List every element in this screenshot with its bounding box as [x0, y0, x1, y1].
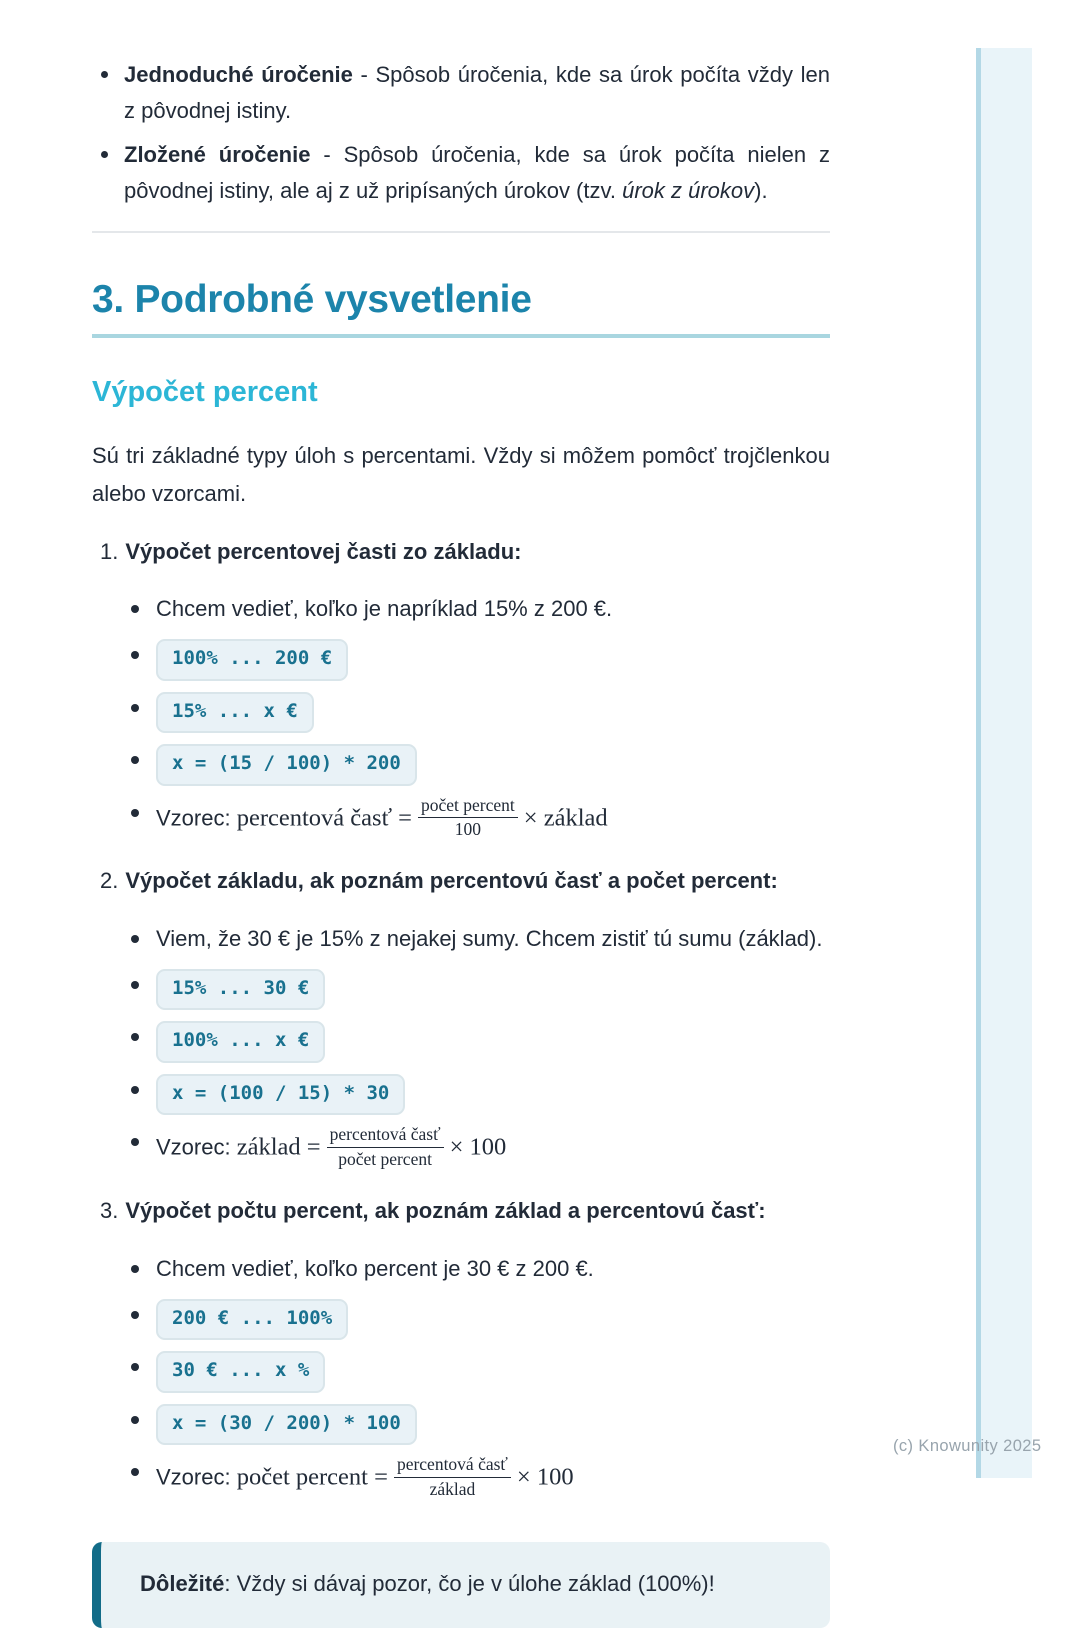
formula-lhs: počet percent =	[236, 1463, 388, 1491]
code-snippet: 15% ... x €	[156, 692, 314, 734]
term-italic: úrok z úrokov	[622, 177, 755, 203]
code-snippet: 100% ... 200 €	[156, 639, 348, 681]
numbered-section-2	[92, 867, 830, 1172]
formula-lhs: percentová časť =	[236, 804, 412, 832]
section-bullets	[131, 593, 830, 842]
section-number: 2.	[100, 868, 119, 894]
fraction-numerator: percentová časť	[394, 1454, 511, 1477]
callout-bold: Dôležité	[140, 1570, 225, 1596]
section-title-text: Výpočet percentovej časti zo základu:	[125, 538, 522, 564]
document-page	[92, 0, 830, 1628]
code-bullet	[131, 692, 830, 734]
fraction-numerator: počet percent	[418, 795, 518, 818]
lead-text: Chcem vedieť, koľko percent je 30 € z 200 €.	[156, 1255, 594, 1281]
list-item-compound-interest	[92, 137, 830, 208]
formula-bullet	[131, 1456, 830, 1502]
section-title-text: Výpočet počtu percent, ak poznám základ a percentovú časť:	[125, 1198, 766, 1224]
lead-bullet	[131, 593, 830, 625]
code-bullet	[131, 1351, 830, 1393]
section-number: 1.	[100, 538, 119, 564]
intro-paragraph: Sú tri základné typy úloh s percentami. Vždy si môžem pomôcť trojčlenkou alebo vzorcami.	[92, 442, 830, 506]
formula-bullet	[131, 1126, 830, 1172]
numbered-section-1	[92, 538, 830, 843]
code-bullet	[131, 1404, 830, 1446]
term-definition: - Spôsob úročenia, kde sa úrok počíta vždy len z pôvodnej istiny.	[124, 62, 831, 123]
term-definition: - Spôsob úročenia, kde sa úrok počíta nielen z pôvodnej istiny, ale aj z už pripísaných úrokov (tzv.	[124, 142, 830, 203]
term-bold: Jednoduché úročenie	[124, 62, 353, 87]
code-bullet	[131, 1299, 830, 1341]
code-snippet: 100% ... x €	[156, 1021, 325, 1063]
code-bullet	[131, 744, 830, 786]
code-bullet	[131, 1074, 830, 1116]
code-snippet: 30 € ... x %	[156, 1351, 325, 1393]
watermark: (c) Knowunity 2025	[893, 1437, 1042, 1455]
formula-bullet	[131, 794, 830, 843]
important-callout	[92, 1542, 830, 1628]
section-title	[92, 538, 830, 567]
code-snippet: 200 € ... 100%	[156, 1299, 348, 1341]
code-bullet	[131, 1021, 830, 1063]
formula-label: Vzorec:	[156, 805, 231, 831]
formula-rhs: × základ	[523, 804, 608, 832]
formula-rhs: × 100	[449, 1134, 507, 1162]
code-bullet	[131, 969, 830, 1011]
code-bullet	[131, 639, 830, 681]
section-title-text: Výpočet základu, ak poznám percentovú časť a počet percent:	[125, 868, 778, 894]
formula-fraction	[418, 795, 518, 841]
section-bullets	[131, 1253, 830, 1502]
lead-bullet	[131, 1253, 830, 1285]
next-page-preview-strip	[976, 48, 1032, 1478]
subsection-title: Výpočet percent	[92, 376, 318, 409]
code-snippet: x = (30 / 200) * 100	[156, 1404, 417, 1446]
callout-text: : Vždy si dávaj pozor, čo je v úlohe základ (100%)!	[224, 1570, 715, 1596]
section-title	[92, 867, 830, 896]
code-snippet: x = (15 / 100) * 200	[156, 744, 417, 786]
formula-fraction	[327, 1124, 444, 1170]
lead-text: Viem, že 30 € je 15% z nejakej sumy. Chcem zistiť tú sumu (základ).	[156, 925, 823, 951]
list-item-simple-interest	[92, 57, 830, 128]
definitions-list	[92, 57, 830, 209]
formula-lhs: základ =	[236, 1134, 321, 1162]
lead-bullet	[131, 923, 830, 955]
term-bold: Zložené úročenie	[124, 142, 311, 168]
formula-fraction	[394, 1454, 511, 1500]
lead-text: Chcem vedieť, koľko je napríklad 15% z 200 €.	[156, 596, 613, 622]
section-bullets	[131, 923, 830, 1172]
section-title	[92, 1197, 830, 1226]
term-definition-end: ).	[754, 177, 768, 203]
numbered-section-3	[92, 1197, 830, 1502]
fraction-denominator: 100	[454, 819, 481, 839]
fraction-denominator: základ	[429, 1478, 476, 1499]
formula-rhs: × 100	[516, 1463, 574, 1491]
code-snippet: x = (100 / 15) * 30	[156, 1074, 405, 1116]
section-divider	[92, 231, 830, 233]
code-snippet: 15% ... 30 €	[156, 969, 325, 1011]
formula-label: Vzorec:	[156, 1135, 231, 1161]
page-title: 3. Podrobné vysvetlenie	[92, 280, 830, 339]
fraction-denominator: počet percent	[338, 1148, 432, 1169]
fraction-numerator: percentová časť	[327, 1124, 444, 1147]
section-number: 3.	[100, 1198, 119, 1224]
formula-label: Vzorec:	[156, 1464, 231, 1490]
